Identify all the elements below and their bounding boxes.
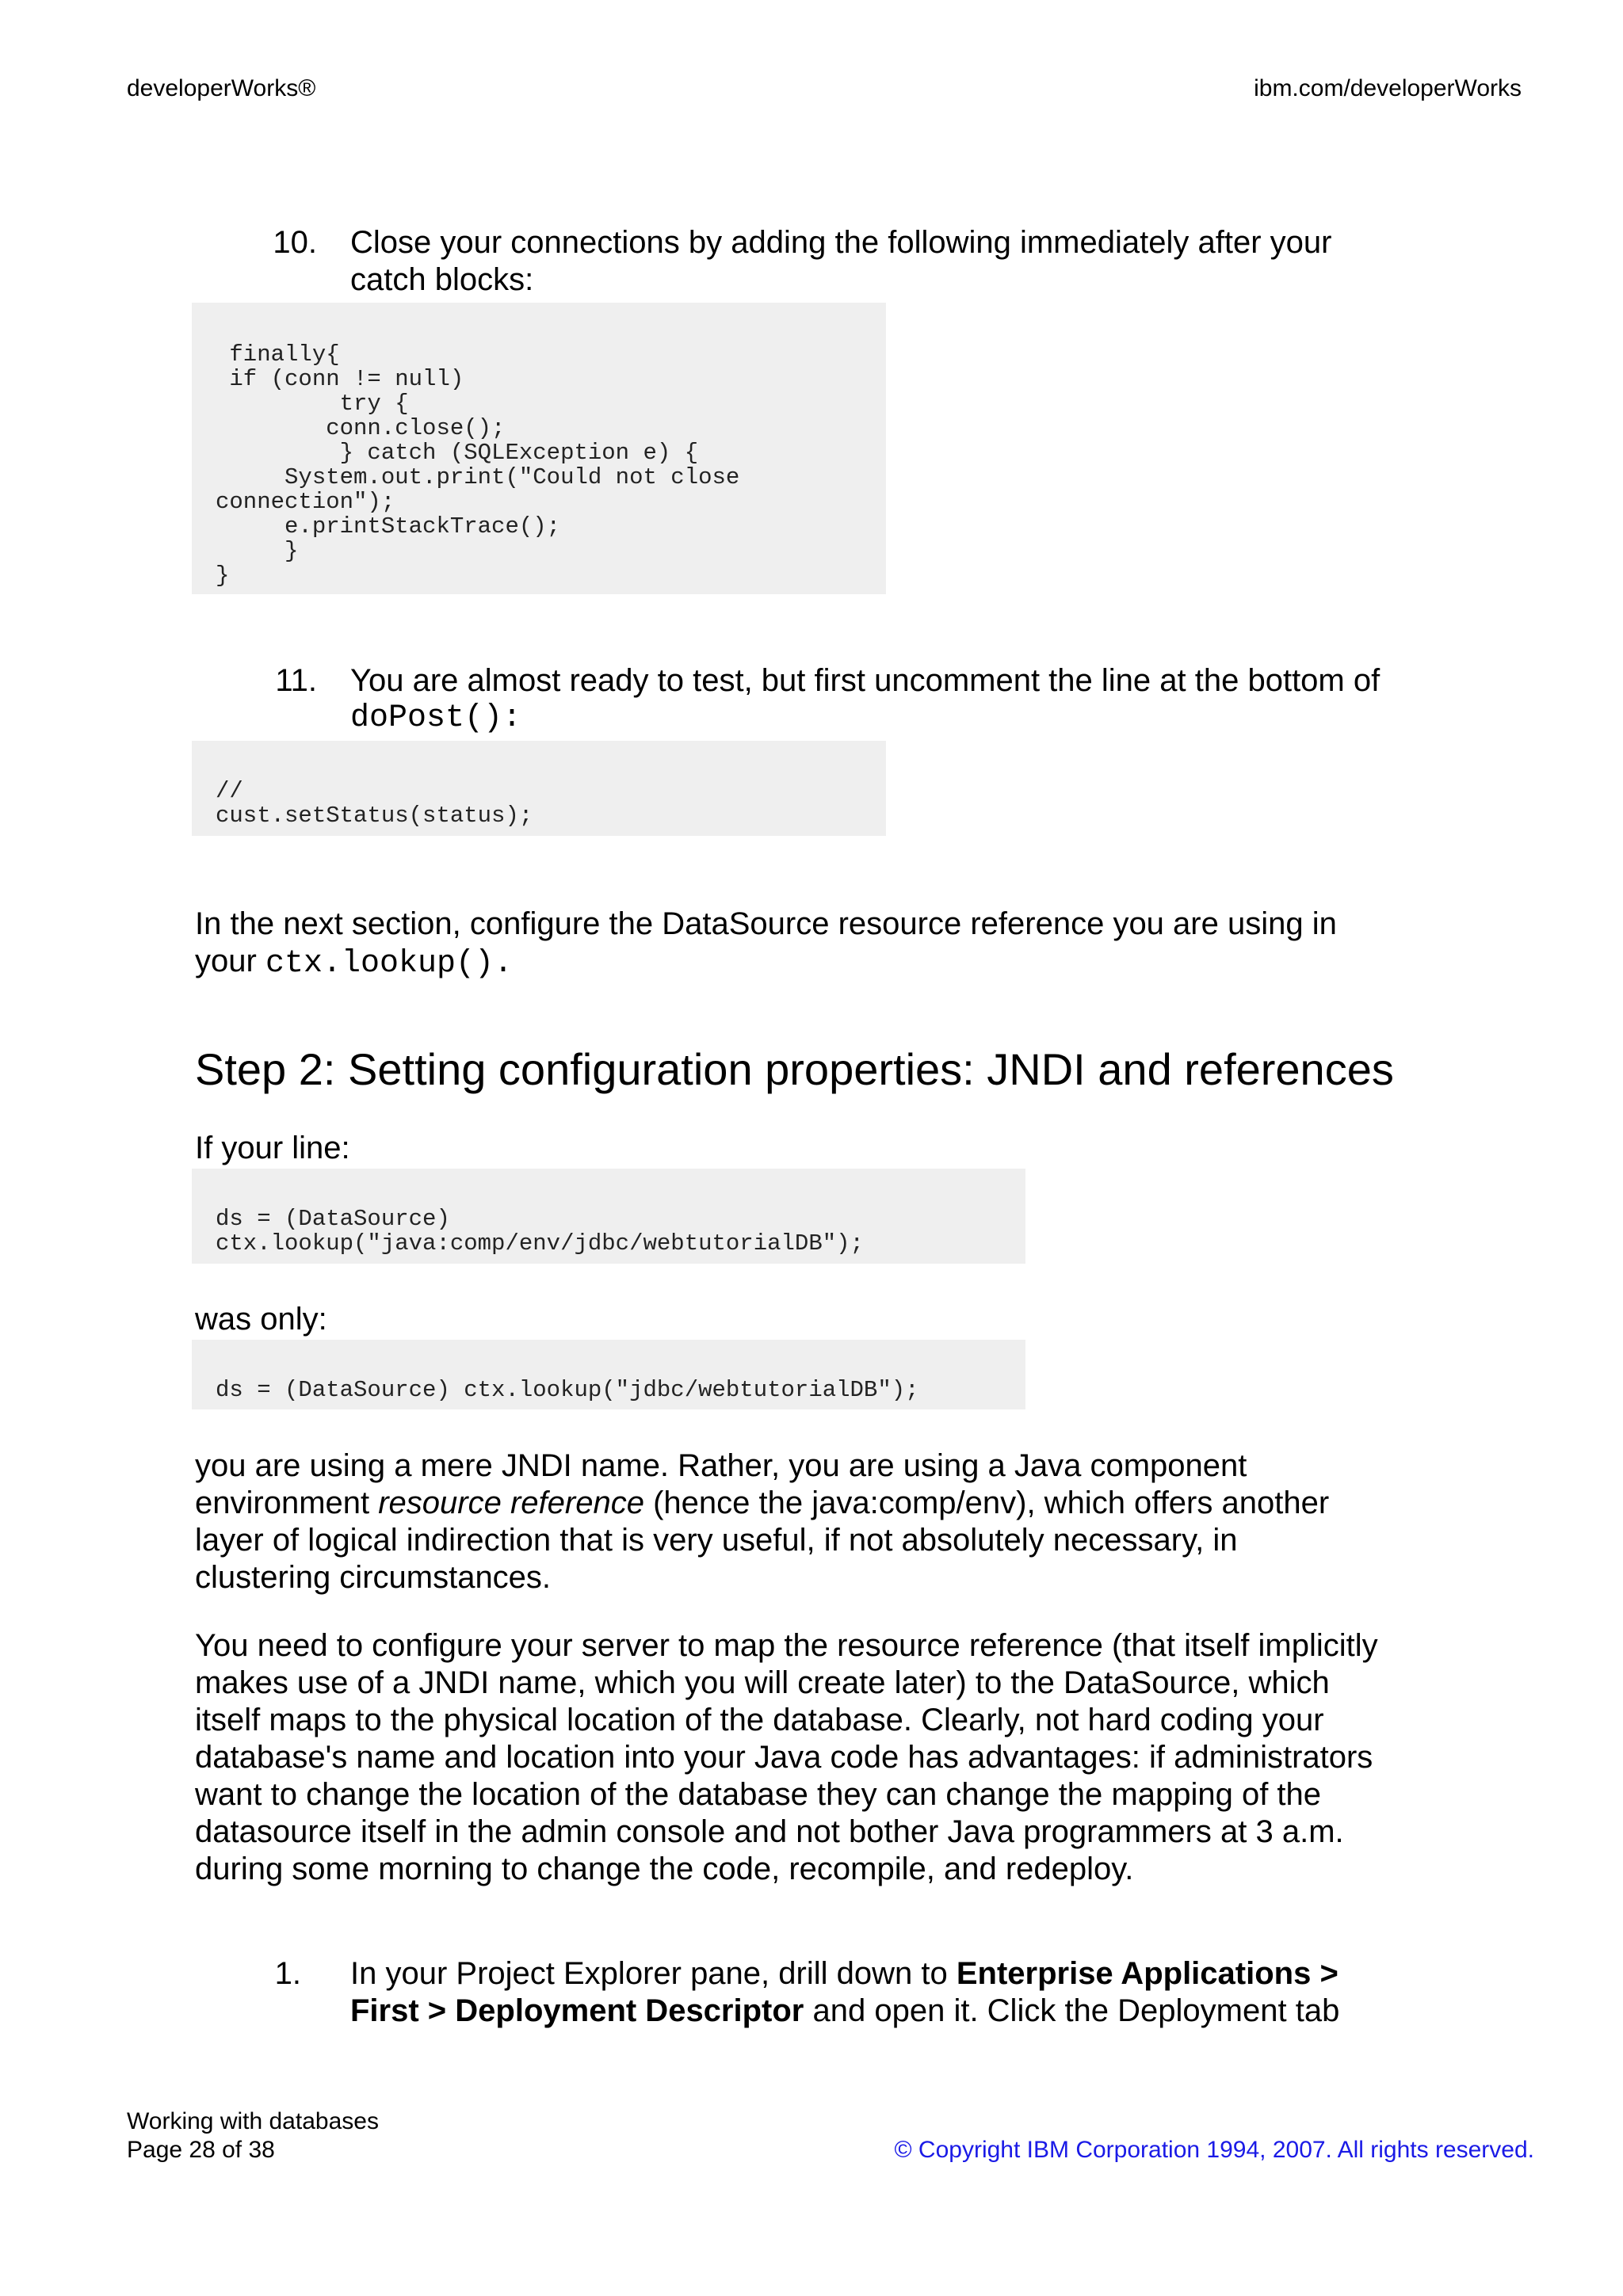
para2-line: during some morning to change the code, recompile, and redeploy.	[195, 1852, 1134, 1886]
para2-line: itself maps to the physical location of the database. Clearly, not hard coding your	[195, 1703, 1324, 1737]
para2-line: You need to configure your server to map the resource reference (that itself implicitly	[195, 1628, 1378, 1663]
next-section-line-2: your ctx.lookup().	[195, 944, 513, 982]
code-block-full-lookup: ds = (DataSource) ctx.lookup("java:comp/env/jdbc/webtutorialDB");	[192, 1169, 1025, 1264]
emphasis-resource-reference: resource reference	[378, 1486, 644, 1520]
step-1-number: 1.	[274, 1956, 301, 1991]
was-only-label: was only:	[195, 1302, 327, 1337]
para1-line-4: clustering circumstances.	[195, 1560, 552, 1595]
next-section-line-1: In the next section, configure the DataSource resource reference you are using in	[195, 906, 1337, 941]
paragraph-configure-server	[195, 1627, 1378, 1888]
footer-document-title: Working with databases	[127, 2108, 379, 2134]
section-heading: Step 2: Setting configuration properties: JNDI and references	[195, 1044, 1394, 1094]
footer-page-number: Page 28 of 38	[127, 2137, 275, 2163]
step-11-line-1: You are almost ready to test, but first uncomment the line at the bottom of	[350, 663, 1381, 698]
header-site-url: ibm.com/developerWorks	[1254, 75, 1522, 101]
para2-line: datasource itself in the admin console and not bother Java programmers at 3 a.m.	[195, 1814, 1344, 1849]
step-1-line-1: In your Project Explorer pane, drill down to Enterprise Applications >	[350, 1956, 1338, 1991]
inline-code-ctx-lookup: ctx.lookup().	[265, 946, 513, 982]
step-11-number: 11.	[275, 663, 317, 698]
step-11-text	[350, 662, 1380, 737]
header-site-name: developerWorks®	[127, 75, 316, 101]
code-block-short-lookup: ds = (DataSource) ctx.lookup("jdbc/webtutorialDB");	[192, 1340, 1025, 1409]
code-block-finally: finally{ if (conn != null) try { conn.close(); } catch (SQLException e) { System.out.print("Could not close connection"); e.printStackTrace(); } }	[192, 303, 886, 594]
step-10-number: 10.	[273, 225, 317, 260]
code-block-setstatus: // cust.setStatus(status);	[192, 741, 886, 836]
step-11-line-2: doPost():	[350, 700, 522, 736]
step-10-line-1: Close your connections by adding the following immediately after your	[350, 225, 1332, 260]
step-1-text	[350, 1955, 1339, 2030]
footer-left	[127, 2107, 379, 2164]
para2-line: database's name and location into your Java code has advantages: if administrators	[195, 1740, 1373, 1775]
paragraph-resource-reference	[195, 1447, 1329, 1596]
next-section-paragraph	[195, 906, 1337, 982]
para1-line-3: layer of logical indirection that is very useful, if not absolutely necessary, in	[195, 1523, 1238, 1558]
if-your-line-label: If your line:	[195, 1131, 350, 1165]
para2-line: want to change the location of the database they can change the mapping of the	[195, 1777, 1322, 1812]
para1-line-1: you are using a mere JNDI name. Rather, you are using a Java component	[195, 1448, 1247, 1483]
para1-line-2: environment resource reference (hence the java:comp/env), which offers another	[195, 1486, 1330, 1520]
step-1-line-2: First > Deployment Descriptor and open it. Click the Deployment tab	[350, 1993, 1340, 2028]
bold-enterprise-applications: Enterprise Applications >	[956, 1956, 1338, 1991]
footer-copyright: © Copyright IBM Corporation 1994, 2007. All rights reserved.	[894, 2137, 1534, 2163]
step-10-line-2: catch blocks:	[350, 262, 534, 297]
para2-line: makes use of a JNDI name, which you will create later) to the DataSource, which	[195, 1665, 1330, 1700]
bold-deployment-descriptor: First > Deployment Descriptor	[350, 1993, 804, 2028]
step-10-text	[350, 224, 1331, 299]
